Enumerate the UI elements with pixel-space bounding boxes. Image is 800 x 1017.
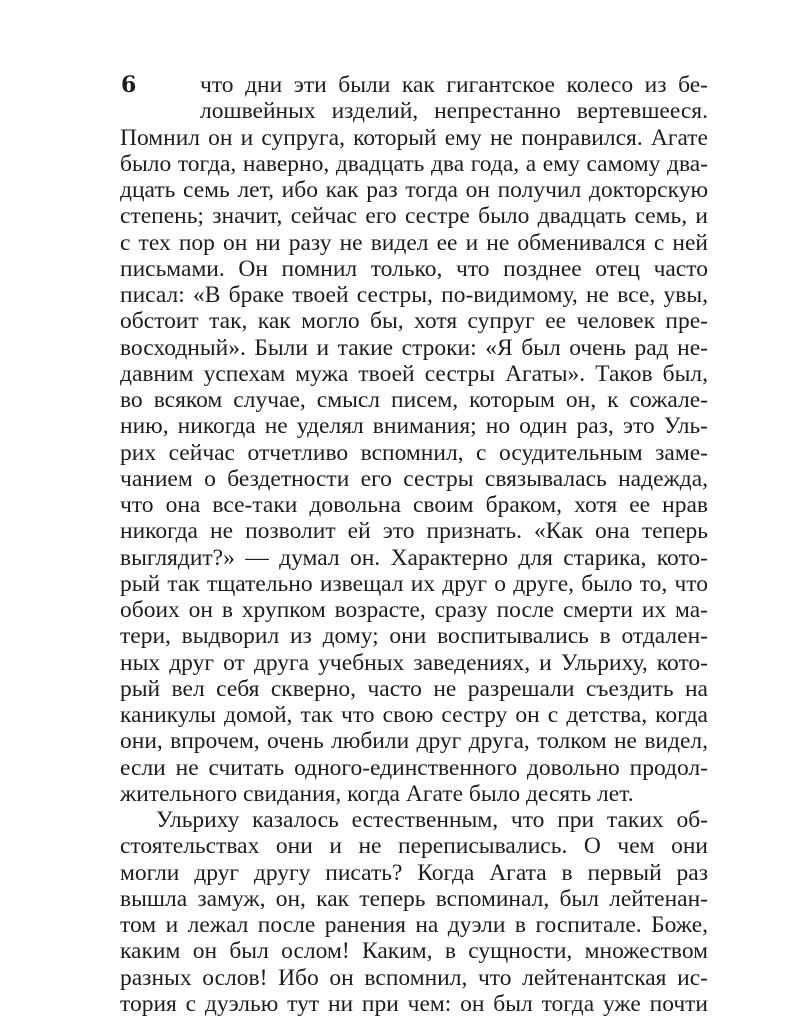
text-line: нию, никогда не уделял внимания; но один раз, это Уль- bbox=[120, 413, 708, 440]
text-line: если не считать одного-единственного довольно продол- bbox=[120, 754, 708, 781]
text-line: с тех пор он ни разу не видел ее и не обменивался с ней bbox=[120, 229, 708, 256]
body-text bbox=[120, 72, 708, 1017]
text-line: рый вел себя скверно, часто не разрешали съездить на bbox=[120, 675, 708, 702]
text-line: лошвейных изделий, непрестанно вертевшееся. bbox=[200, 98, 708, 125]
text-line: обоих он в хрупком возрасте, сразу после смерти их ма- bbox=[120, 597, 708, 623]
text-line: что дни эти были как гигантское колесо из бе- bbox=[200, 72, 708, 98]
text-line: жительного свидания, когда Агате было десять лет. bbox=[120, 780, 634, 807]
text-line: каникулы домой, так что свою сестру он с детства, когда bbox=[120, 702, 708, 728]
text-line: обстоит так, как могло бы, хотя супруг ее человек пре- bbox=[120, 308, 708, 335]
text-line: ных друг от друга учебных заведениях, и Ульриху, кото- bbox=[120, 649, 708, 676]
text-line: вышла замуж, он, как теперь вспоминал, был лейтенан- bbox=[120, 885, 708, 912]
text-line: письмами. Он помнил только, что позднее отец часто bbox=[120, 255, 708, 282]
text-line: чанием о бездетности его сестры связывалась надежда, bbox=[120, 465, 708, 492]
text-line: дцать семь лет, ибо как раз тогда он получил докторскую bbox=[120, 177, 708, 203]
text-line: стоятельствах они и не переписывались. О чем они bbox=[120, 833, 708, 860]
page-number: 6 bbox=[121, 72, 137, 98]
text-line: могли друг другу писать? Когда Агата в первый раз bbox=[120, 859, 708, 886]
text-line: Помнил он и супруга, который ему не понравился. Агате bbox=[120, 124, 708, 151]
text-line: рый так тщательно извещал их друг о друге, было то, что bbox=[120, 570, 708, 597]
text-line: разных ослов! Ибо он вспомнил, что лейтенантская ис- bbox=[120, 964, 708, 991]
text-line: никогда не позволит ей это признать. «Как она теперь bbox=[120, 518, 708, 545]
text-line: Ульриху казалось естественным, что при таких об- bbox=[156, 807, 708, 833]
text-line: что она все-таки довольна своим браком, хотя ее нрав bbox=[120, 492, 708, 518]
text-line: тери, выдворил из дому; они воспитывались в отдален- bbox=[120, 623, 708, 650]
text-line: они, впрочем, очень любили друг друга, толком не видел, bbox=[120, 728, 708, 755]
text-line: было тогда, наверно, двадцать два года, а ему самому два- bbox=[120, 150, 708, 177]
text-line: писал: «В браке твоей сестры, по-видимому, не все, увы, bbox=[120, 282, 708, 308]
text-line: давним успехам мужа твоей сестры Агаты». Таков был, bbox=[120, 360, 708, 387]
text-line: том и лежал после ранения на дуэли в госпитале. Боже, bbox=[120, 912, 708, 938]
text-line: каким он был ослом! Каким, в сущности, множеством bbox=[120, 938, 708, 965]
text-line: во всяком случае, смысл писем, которым он, к сожале- bbox=[120, 387, 708, 413]
text-line: тория с дуэлью тут ни при чем: он был тогда уже почти bbox=[120, 990, 708, 1017]
text-line: степень; значит, сейчас его сестре было двадцать семь, и bbox=[120, 203, 708, 230]
text-line: восходный». Были и такие строки: «Я был очень рад не- bbox=[120, 334, 708, 361]
text-line: выглядит?» — думал он. Характерно для старика, кото- bbox=[120, 544, 708, 571]
text-line: рих сейчас отчетливо вспомнил, с осудительным заме- bbox=[120, 439, 708, 466]
